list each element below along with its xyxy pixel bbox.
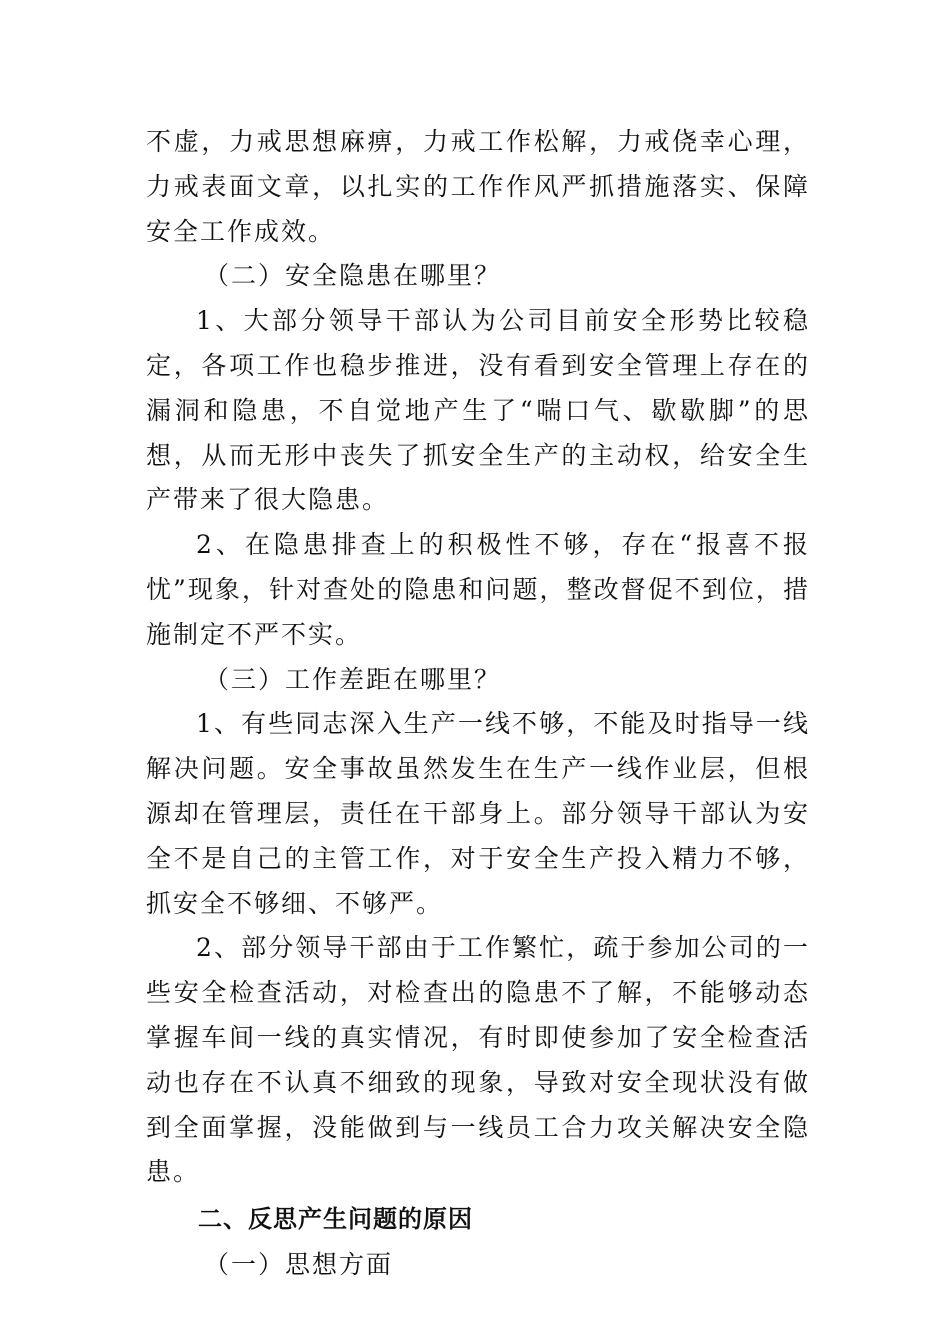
section-heading-ideology: （一）思想方面 xyxy=(204,1250,394,1280)
paragraph-gap-2: 2、部分领导干部由于工作繁忙，疏于参加公司的一些安全检查活动，对检查出的隐患不了解，不能够动态掌握车间一线的真实情况，有时即使参加了安全检查活动也存在不认真不细致的现象，导致对安全现状没有做到全面掌握，没能做到与一线员工合力攻关解决安全隐患。 xyxy=(146,933,810,1187)
document-body xyxy=(146,120,810,1288)
paragraph-continuation: 不虚，力戒思想麻痹，力戒工作松解，力戒侥幸心理，力戒表面文章，以扎实的工作作风严抓措施落实、保障安全工作成效。 xyxy=(146,127,810,246)
paragraph-hazard-1: 1、大部分领导干部认为公司目前安全形势比较稳定，各项工作也稳步推进，没有看到安全管理上存在的漏洞和隐患，不自觉地产生了“喘口气、歇歇脚”的思想，从而无形中丧失了抓安全生产的主动权，给安全生产带来了很大隐患。 xyxy=(146,306,810,515)
paragraph-gap-1: 1、有些同志深入生产一线不够，不能及时指导一线解决问题。安全事故虽然发生在生产一线作业层，但根源却在管理层，责任在干部身上。部分领导干部认为安全不是自己的主管工作，对于安全生产投入精力不够，抓安全不够细、不够严。 xyxy=(146,709,810,918)
paragraph-hazard-2: 2、在隐患排查上的积极性不够，存在“报喜不报忧”现象，针对查处的隐患和问题，整改督促不到位，措施制定不严不实。 xyxy=(146,530,810,649)
section-heading-work-gaps: （三）工作差距在哪里？ xyxy=(204,664,502,694)
section-heading-safety-hazards: （二）安全隐患在哪里？ xyxy=(204,261,502,291)
chapter-heading-causes: 二、反思产生问题的原因 xyxy=(198,1205,473,1234)
